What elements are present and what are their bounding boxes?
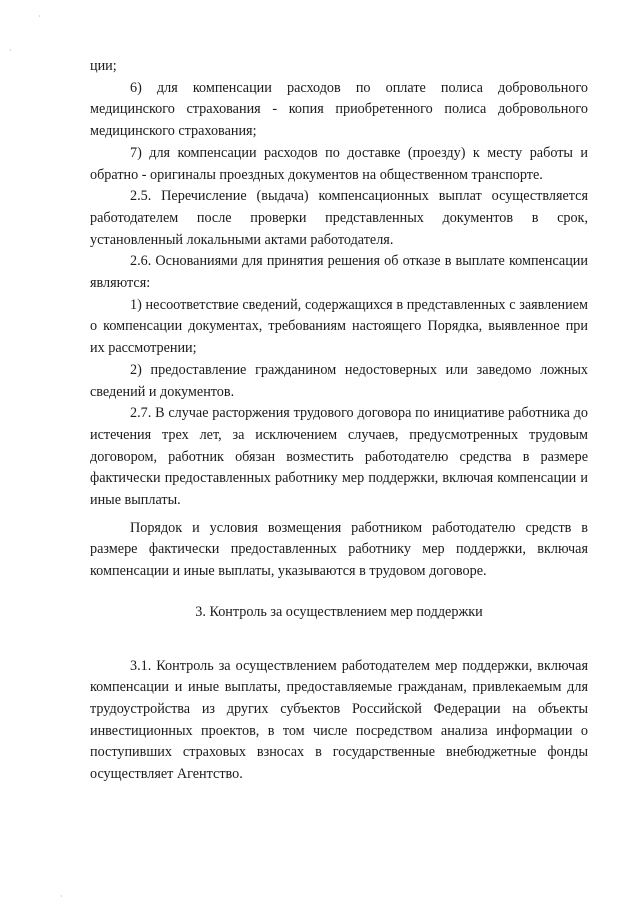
paragraph-2-6-item-1: 1) несоответствие сведений, содержащихся в представленных с заявлением о компенсации документах, требованиям настоящего Порядка, выявленное при их рассмотрении; xyxy=(90,296,588,357)
paragraph-reimbursement-order: Порядок и условия возмещения работником работодателю средств в размере фактически предоставленных работнику мер поддержки, включая компенсации и иные выплаты, указываются в трудовом договоре. xyxy=(90,519,588,580)
scan-artifact-mark: · xyxy=(9,46,12,55)
section-3-heading: 3. Контроль за осуществлением мер поддержки xyxy=(195,603,483,620)
document-body xyxy=(90,56,588,786)
scan-artifact-mark: · xyxy=(38,12,41,21)
paragraph-2-7: 2.7. В случае расторжения трудового договора по инициативе работника до истечения трех лет, за исключением случаев, предусмотренных трудовым договором, работник обязан возместить работодателю средства в размере фактически предоставленных работнику мер поддержки, включая компенсации и иные выплаты. xyxy=(90,405,588,509)
paragraph-item-6: 6) для компенсации расходов по оплате полиса добровольного медицинского страхования - копия приобретенного полиса добровольного медицинского страхования; xyxy=(90,79,588,140)
paragraph-2-6: 2.6. Основаниями для принятия решения об отказе в выплате компенсации являются: xyxy=(90,253,588,292)
paragraph-item-7: 7) для компенсации расходов по доставке (проезду) к месту работы и обратно - оригиналы проездных документов на общественном транспорте. xyxy=(90,144,588,183)
paragraph-continuation: ции; xyxy=(90,58,117,74)
scan-artifact-mark: · xyxy=(60,892,63,901)
paragraph-3-1: 3.1. Контроль за осуществлением работодателем мер поддержки, включая компенсации и иные выплаты, предоставляемые гражданам, привлекаемым для трудоустройства из других субъектов Российской Федерации на объекты инвестиционных проектов, в том числе посредством анализа информации о поступивших страховых взносах в государственные внебюджетные фонды осуществляет Агентство. xyxy=(90,657,588,783)
paragraph-2-5: 2.5. Перечисление (выдача) компенсационных выплат осуществляется работодателем после проверки представленных документов в срок, установленный локальными актами работодателя. xyxy=(90,188,588,248)
paragraph-2-6-item-2: 2) предоставление гражданином недостоверных или заведомо ложных сведений и документов. xyxy=(90,361,588,400)
